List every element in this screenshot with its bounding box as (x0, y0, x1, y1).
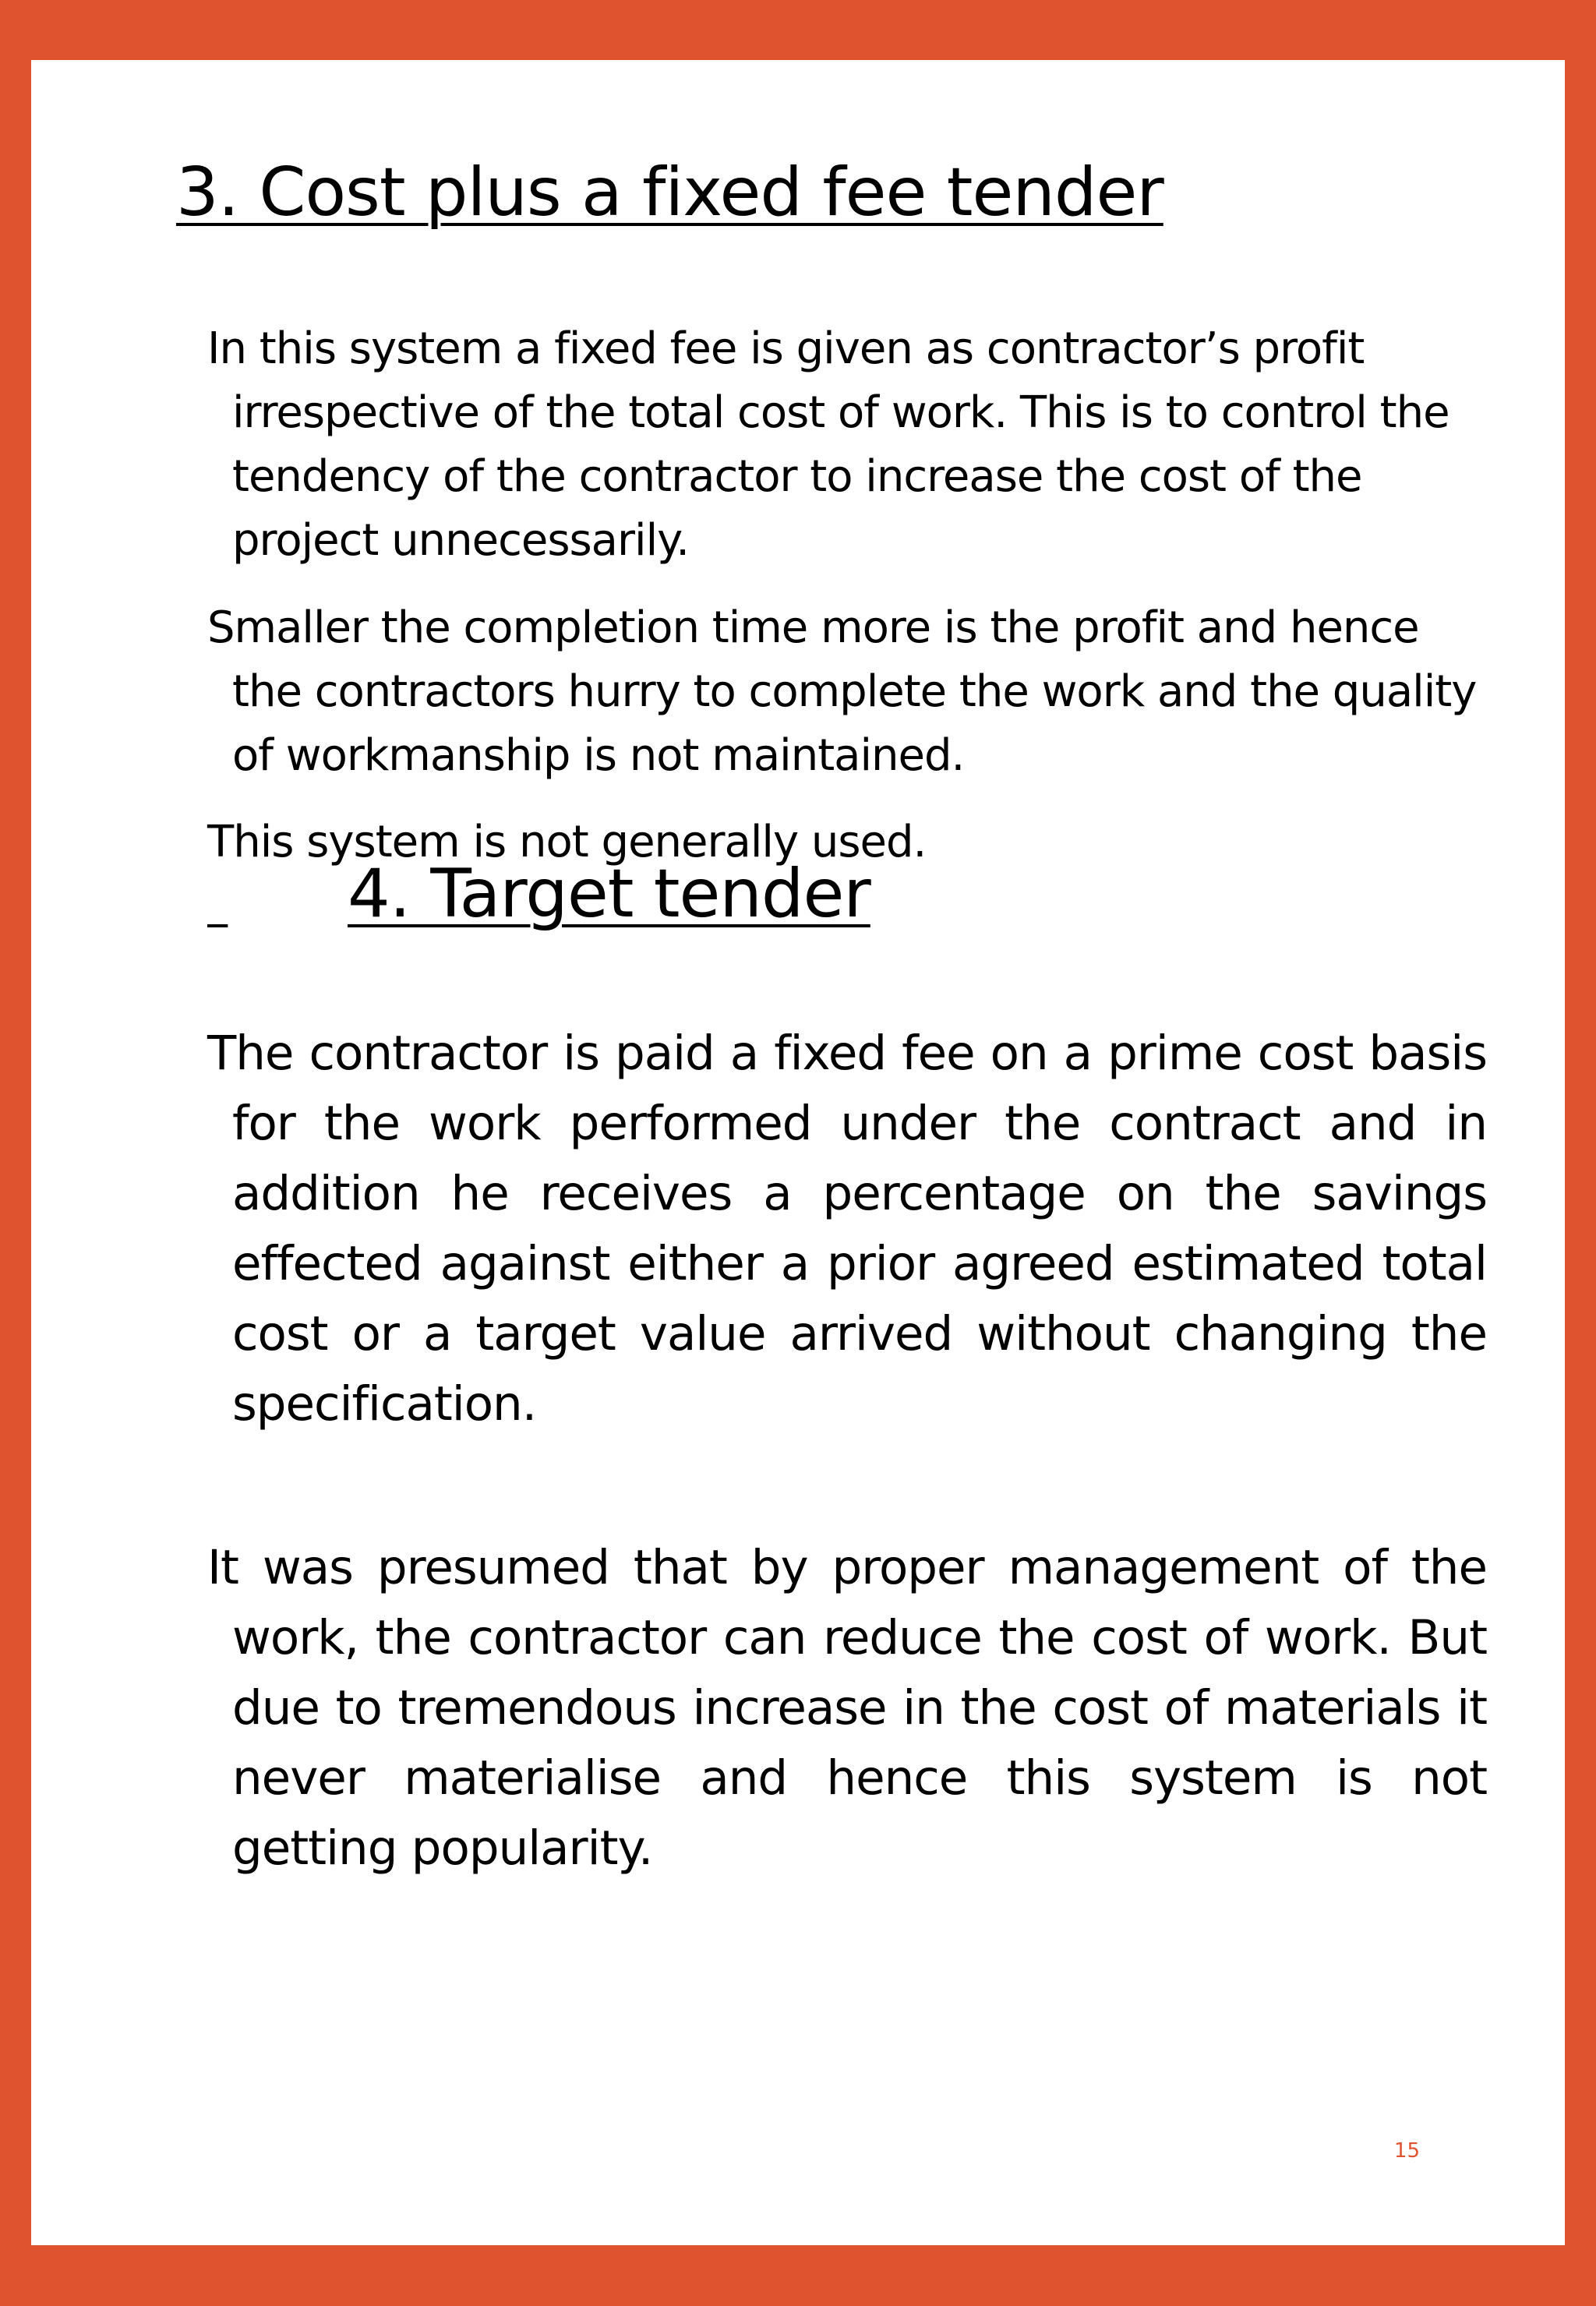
paragraph-target-tender-popularity: It was presumed that by proper management of the work, the contractor can reduce the cost of work. But due to tremendous increase in the cost of materials it never materialise and hence this system is not getting popularity. (207, 1540, 1487, 1876)
page-number: 15 (1393, 2139, 1420, 2163)
paragraph-completion-time: Smaller the completion time more is the profit and hence the contractors hurry to complete the work and the quality of workmanship is not maintained. (207, 602, 1477, 781)
paragraph-fixed-fee-description: In this system a fixed fee is given as contractor’s profit irrespective of the total cost of work. This is to control the tendency of the contractor to increase the cost of the project unnecessarily. (207, 323, 1449, 566)
heading-target-tender (207, 851, 870, 937)
paragraph-target-tender-description: The contractor is paid a fixed fee on a prime cost basis for the work performed under the contract and in addition he receives a percentage on the savings effected against either a prior agreed estimated total cost or a target value arrived without changing the specification. (207, 1026, 1487, 1432)
slide-page (31, 60, 1565, 2245)
paragraph-not-generally-used: This system is not generally used. (207, 817, 927, 867)
heading-target-tender-text: 4. Target tender (348, 855, 870, 933)
heading-underline-indent (207, 851, 348, 937)
heading-cost-plus-fixed-fee: 3. Cost plus a fixed fee tender (176, 154, 1163, 231)
